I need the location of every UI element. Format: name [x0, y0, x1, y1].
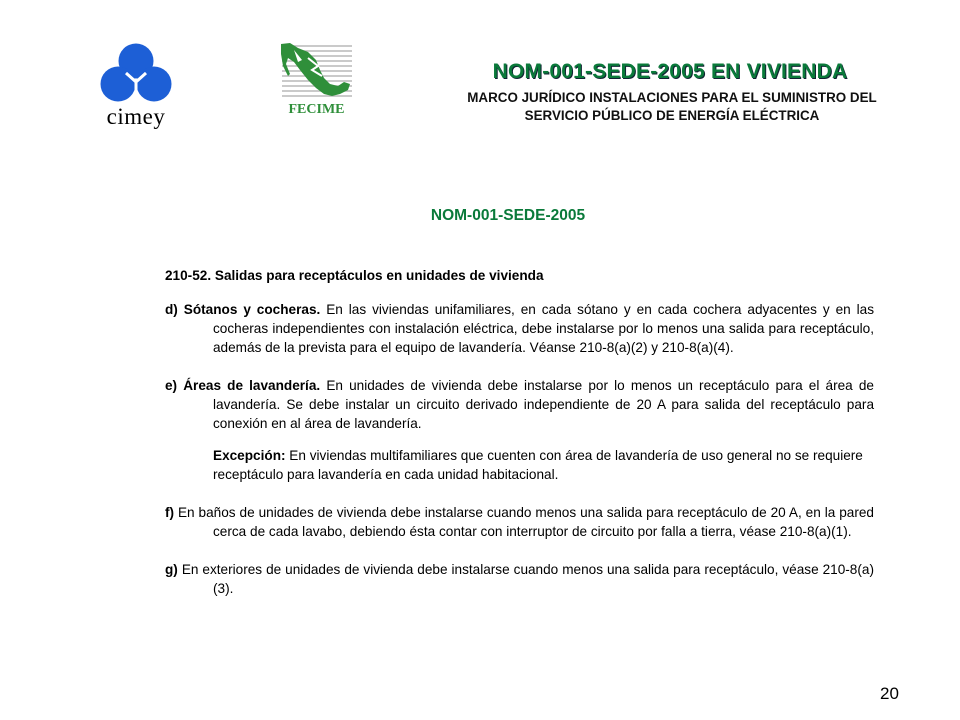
paragraph-d-label: d) Sótanos y cocheras.	[165, 302, 321, 317]
paragraph-f-text: En baños de unidades de vivienda debe instalarse cuando menos una salida para receptáculo de 20 A, en la pared cerca de cada lavabo, debiendo ésta contar con interruptor de circuito por falla a tierra, véase 210-8(a)(1).	[174, 505, 874, 539]
paragraph-g-label: g)	[165, 562, 178, 577]
paragraph-g	[165, 560, 874, 598]
paragraph-g-text: En exteriores de unidades de vivienda debe instalarse cuando menos una salida para receptáculo, véase 210-8(a)(3).	[177, 562, 874, 596]
fecime-mexico-map-icon	[278, 40, 355, 120]
page-title: NOM-001-SEDE-2005 EN VIVIENDA	[492, 60, 848, 83]
page-subtitle	[382, 89, 960, 125]
paragraph-e	[165, 376, 874, 433]
cimey-circles-icon	[96, 42, 176, 104]
subtitle-line-2: SERVICIO PÚBLICO DE ENERGÍA ELÉCTRICA	[524, 108, 820, 123]
paragraph-e-label: e) Áreas de lavandería.	[165, 378, 321, 393]
fecime-logo	[278, 40, 355, 120]
cimey-logo	[96, 42, 176, 134]
exception-label: Excepción:	[213, 448, 286, 463]
paragraph-e-text: En unidades de vivienda debe instalarse por lo menos un receptáculo para el área de lavandería. Se debe instalar un circuito derivado independiente de 20 A para salida del receptáculo para conexión en al área de lavandería.	[213, 378, 874, 431]
document-body	[165, 266, 874, 617]
section-title: NOM-001-SEDE-2005	[430, 207, 586, 224]
paragraph-d-text: En las viviendas unifamiliares, en cada sótano y en cada cochera adyacentes y en las cocheras independientes con instalación eléctrica, debe instalarse por lo menos una salida para receptáculo, además de la prevista para el equipo de lavandería. Véanse 210-8(a)(2) y 210-8(a)(4).	[213, 302, 875, 355]
exception-text: En viviendas multifamiliares que cuenten con área de lavandería de uso general no se requiere receptáculo para lavandería en cada unidad habitacional.	[213, 448, 863, 482]
fecime-wordmark: FECIME	[288, 102, 345, 117]
paragraph-d	[165, 300, 874, 357]
exception-note	[165, 446, 874, 484]
subtitle-line-1: MARCO JURÍDICO INSTALACIONES PARA EL SUMINISTRO DEL	[467, 90, 877, 105]
paragraph-f-label: f)	[165, 505, 175, 520]
article-title: 210-52. Salidas para receptáculos en unidades de vivienda	[165, 268, 544, 283]
cimey-wordmark: cimey	[106, 104, 166, 129]
paragraph-f	[165, 503, 874, 541]
page-number: 20	[880, 684, 899, 703]
